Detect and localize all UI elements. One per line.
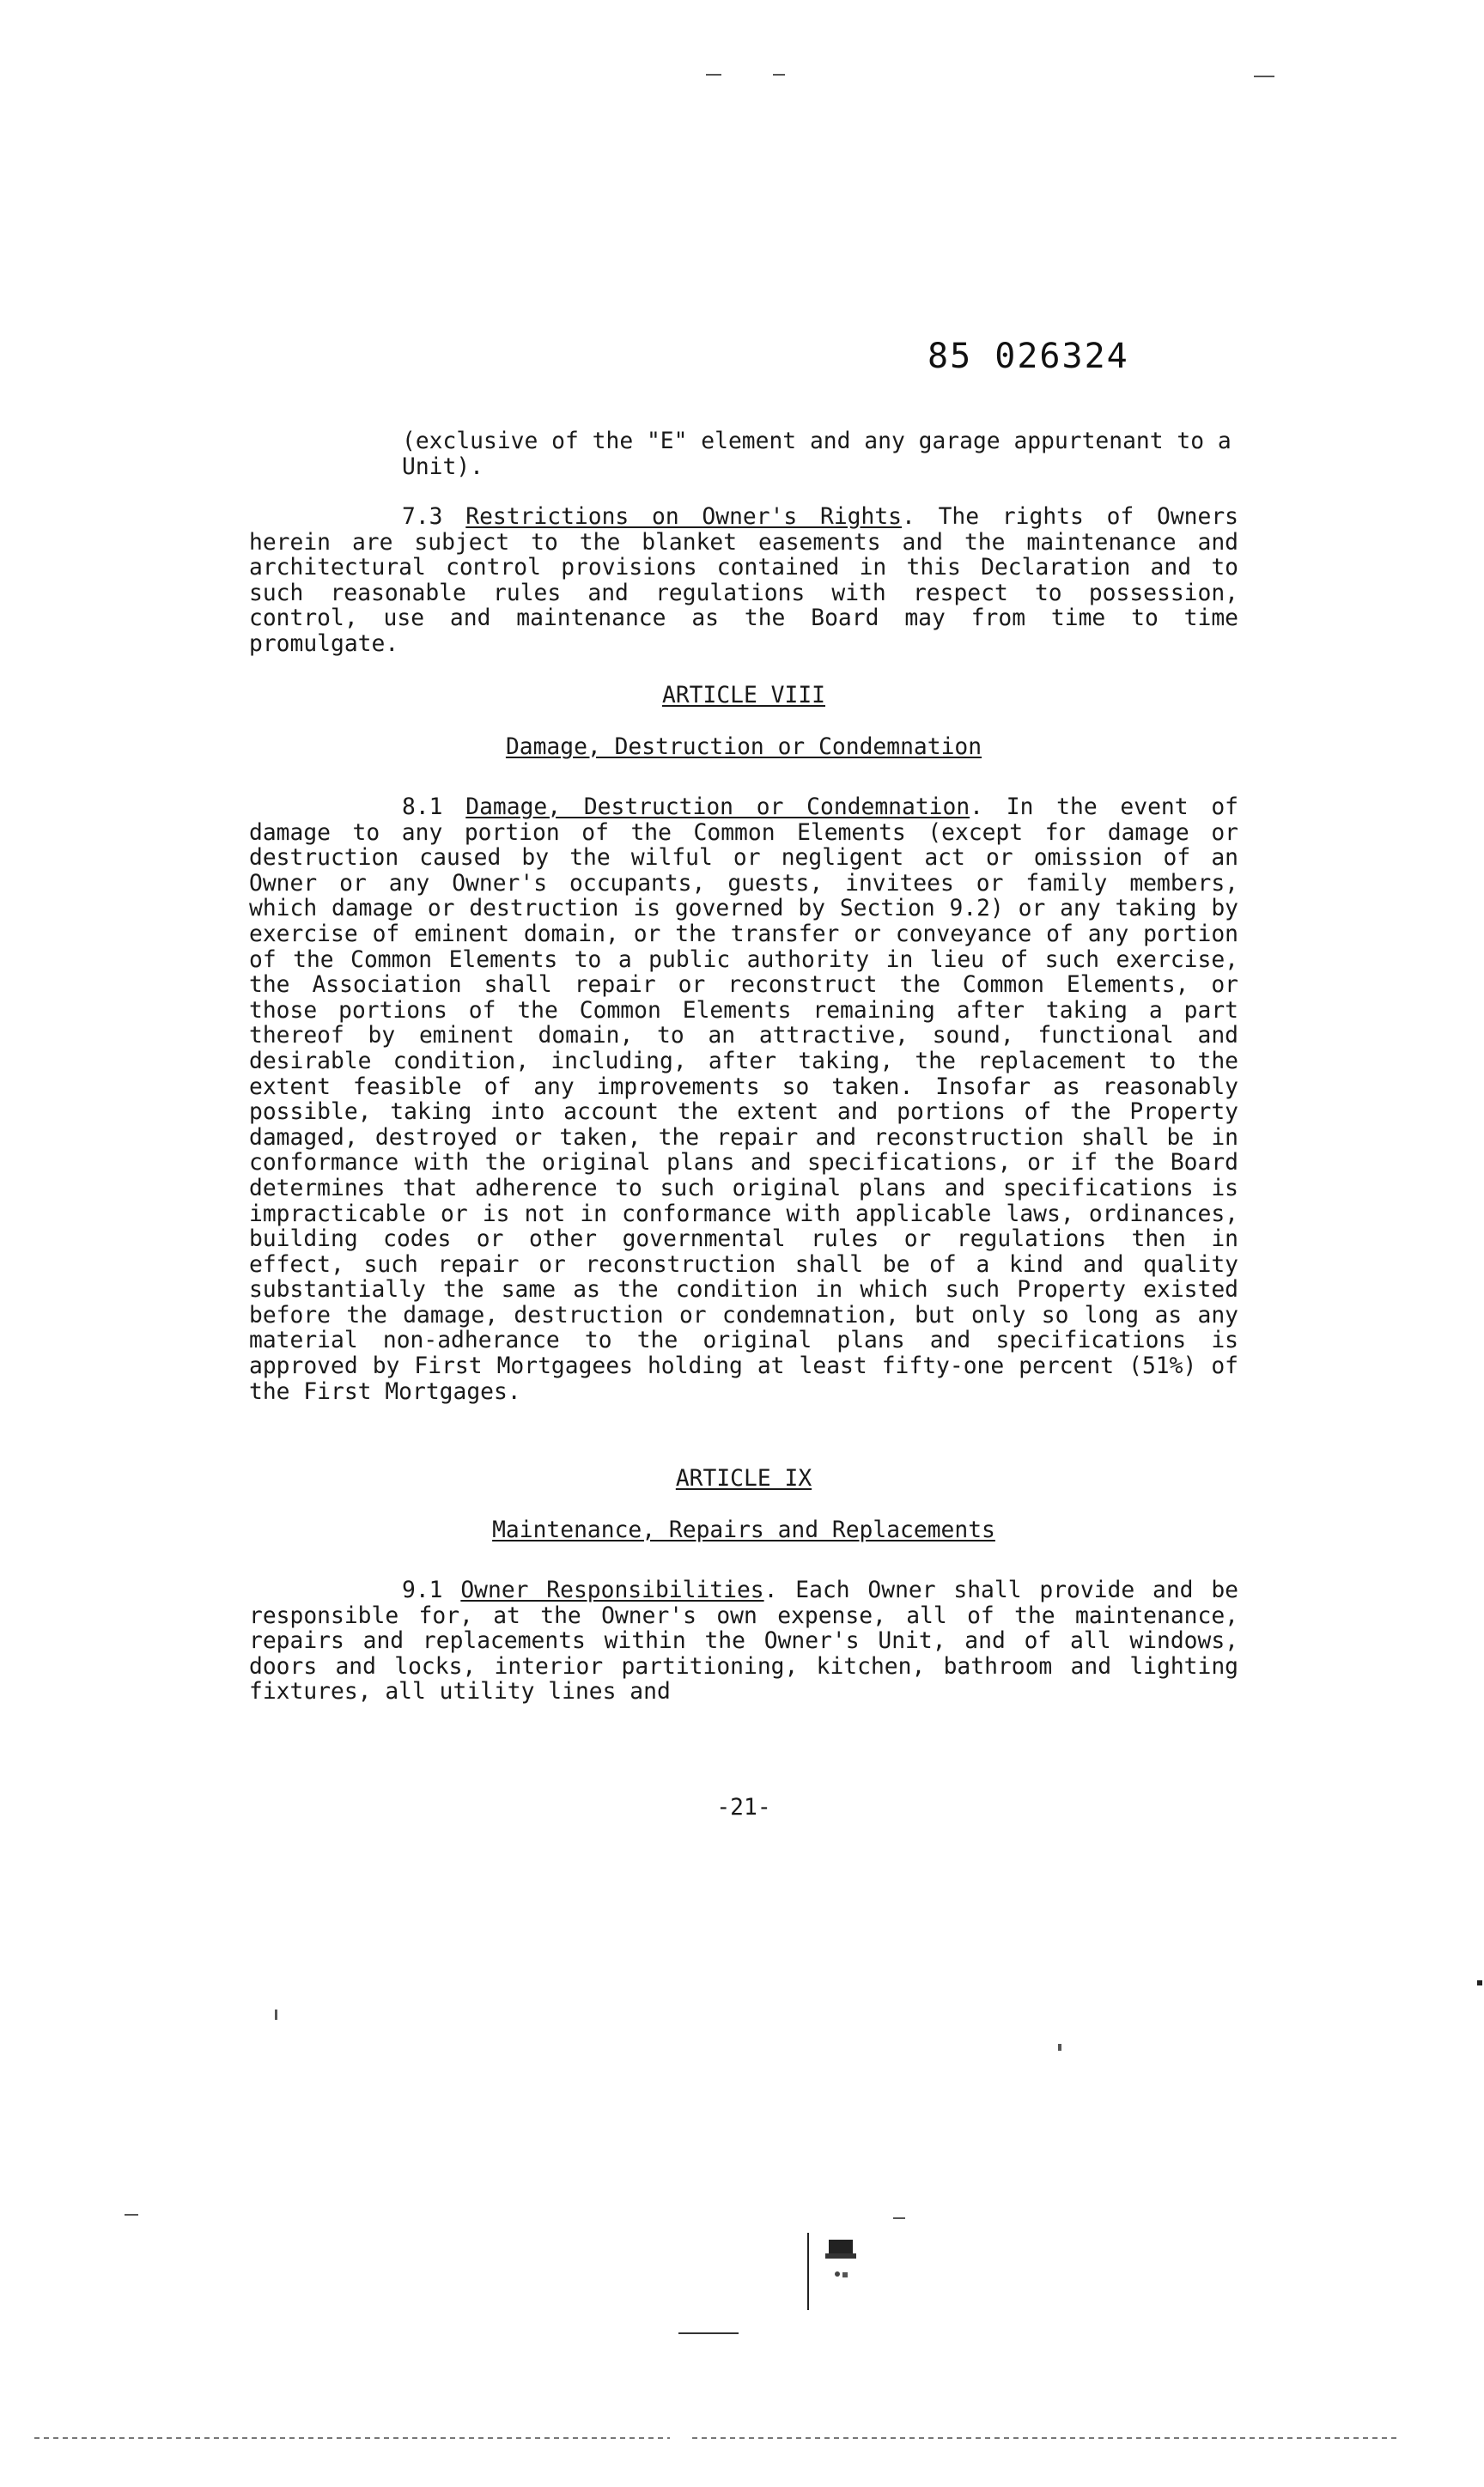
page-number: -21-	[716, 1795, 771, 1821]
section-8-1-text: . In the event of damage to any portion of the Common Elements (except for damage or destruction caused by the wilful or negligent act or omission of an Owner or any Owner's occupants, guests, invitees or family members, which damage or destruction is governed by Section 9.2) or any taking by exercise of eminent domain, or the transfer or conveyance of any portion of the Common Elements to a public authority in lieu of such exercise, the Association shall repair or reconstruct the Common Elements, or those portions of the Common Elements remaining after taking a part thereof by eminent domain, to an attractive, sound, functional and desirable condition, including, after taking, the replacement to the extent feasible of any improvements so taken. Insofar as reasonably possible, taking into account the extent and portions of the Property damaged, destroyed or taken, the repair and reconstruction shall be in conformance with the original plans and specifications, or if the Board determines that adherence to such original plans and specifications is impracticable or is not in conformance with applicable laws, ordinances, building codes or other governmental rules or regulations then in effect, such repair or reconstruction shall be of a kind and quality substantially the same as the condition in which such Property existed before the damage, destruction or condemnation, but only so long as any material non-adherance to the original plans and specifications is approved by First Mortgagees holding at least fifty-one percent (51%) of the First Mortgages.	[249, 794, 1238, 1405]
scan-edge-line	[692, 2437, 1396, 2439]
scan-speck	[678, 2332, 739, 2334]
stamp-mark	[803, 2214, 872, 2317]
section-9-1-paragraph	[249, 1578, 1238, 1706]
article-8-heading	[249, 684, 1238, 709]
section-9-1-number: 9.1	[402, 1578, 443, 1603]
section-9-1-text: . Each Owner shall provide and be responsible for, at the Owner's own expense, all of the maintenance, repairs and replacements within the Owner's Unit, and of all windows, doors and locks, interior partitioning, kitchen, bathroom and lighting fixtures, all utility lines and	[249, 1578, 1238, 1706]
section-9-1-title: Owner Responsibilities	[460, 1578, 764, 1603]
section-8-1-title: Damage, Destruction or Condemnation	[465, 794, 970, 820]
scan-speck	[773, 74, 785, 76]
article-9-subheading	[249, 1518, 1238, 1544]
section-7-3-title: Restrictions on Owner's Rights	[465, 504, 902, 530]
scan-speck	[275, 2010, 277, 2020]
scan-speck	[706, 74, 721, 76]
article-9-subtitle: Maintenance, Repairs and Replacements	[492, 1517, 995, 1543]
scan-speck	[1254, 76, 1274, 77]
article-8-title: ARTICLE VIII	[662, 683, 825, 708]
continuation-paragraph: (exclusive of the "E" element and any garage appurtenant to a Unit).	[402, 429, 1232, 480]
article-8-subtitle: Damage, Destruction or Condemnation	[505, 734, 982, 760]
section-8-1-paragraph	[249, 795, 1238, 1405]
article-9-title: ARTICLE IX	[675, 1466, 812, 1492]
section-7-3-paragraph	[249, 505, 1238, 658]
document-number: 85 026324	[928, 337, 1129, 376]
scan-speck	[893, 2217, 905, 2219]
section-8-1-number: 8.1	[402, 794, 443, 820]
scan-speck	[1477, 1980, 1482, 1985]
section-7-3-number: 7.3	[402, 504, 443, 530]
scan-edge-line	[34, 2437, 670, 2439]
article-8-subheading	[249, 735, 1238, 761]
article-9-heading	[249, 1467, 1238, 1493]
scan-speck	[1058, 2044, 1061, 2051]
scan-speck	[125, 2214, 138, 2216]
section-7-3-text: . The rights of Owners herein are subject to the blanket easements and the maintenance and architectural control provisions contained in this Declaration and to such reasonable rules and regulations with respect to possession, control, use and maintenance as the Board may from time to time promulgate.	[249, 504, 1238, 657]
